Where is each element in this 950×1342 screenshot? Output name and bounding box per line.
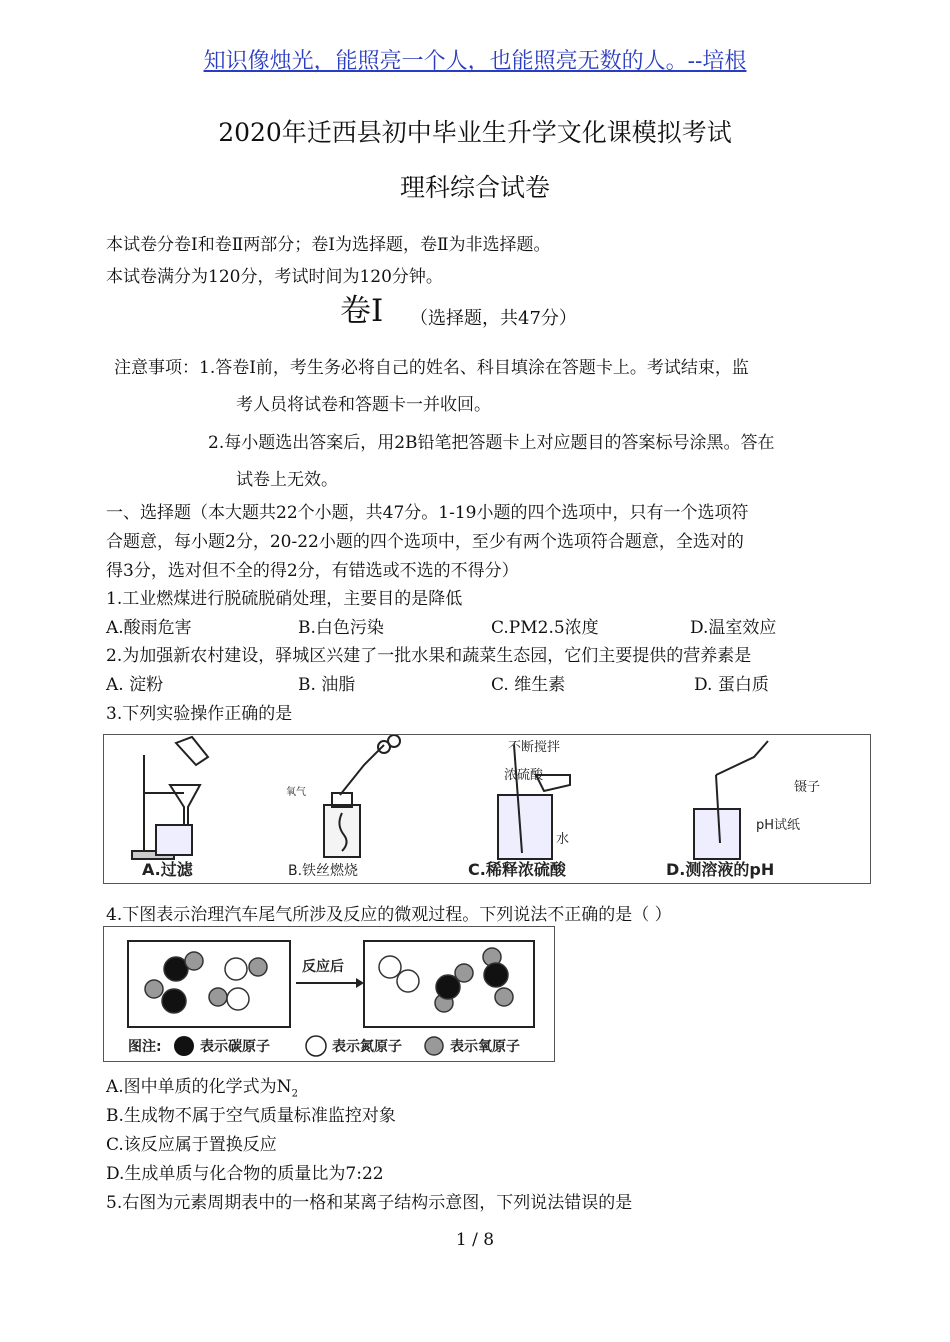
atom-oxygen [495, 988, 513, 1006]
section-subtitle: （选择题，共47分） [410, 308, 577, 329]
exam-subtitle: 理科综合试卷 [399, 173, 550, 202]
q4-option-b: B.生成物不属于空气质量标准监控对象 [106, 1106, 396, 1126]
legend-carbon-icon [174, 1036, 194, 1056]
q3-figure [103, 734, 871, 884]
q3-figure-drawing [104, 735, 870, 883]
fig-b-label: B.铁丝燃烧 [288, 863, 359, 879]
part1-instructions-2: 合题意，每小题2分，20-22小题的四个选项中，至少有两个选项符合题意，全选对的 [106, 532, 744, 552]
tongs-ring-2 [388, 735, 400, 747]
atom-nitrogen [379, 956, 401, 978]
atom-oxygen [185, 952, 203, 970]
notes-line-4: 试卷上无效。 [236, 470, 338, 490]
q4-option-a [106, 1072, 298, 1099]
q4-option-a-text: A.图中单质的化学式为N [106, 1077, 292, 1097]
legend-nitrogen-label: 表示氮原子 [332, 1039, 402, 1055]
q2-option-b: B. 油脂 [298, 675, 356, 695]
q1-option-c: C.PM2.5浓度 [491, 618, 599, 638]
part1-instructions-3: 得3分，选对但不全的得2分，有错选或不选的不得分） [106, 561, 519, 581]
atom-oxygen [145, 980, 163, 998]
fig-ph-paper-label: pH试纸 [756, 818, 801, 833]
funnel [170, 785, 200, 827]
q4-option-c: C.该反应属于置换反应 [106, 1135, 277, 1155]
q2-option-d: D. 蛋白质 [694, 675, 769, 695]
section-title: 卷Ⅰ [340, 293, 384, 329]
atom-oxygen [455, 964, 473, 982]
intro-line-2: 本试卷满分为120分，考试时间为120分钟。 [106, 267, 443, 287]
legend-oxygen-icon [425, 1037, 443, 1055]
fig-d-label: D.测溶液的pH [666, 860, 775, 879]
legend-nitrogen-icon [306, 1036, 326, 1056]
atom-oxygen [209, 988, 227, 1006]
legend-title: 图注: [128, 1039, 162, 1055]
q2-option-c: C. 维生素 [491, 675, 566, 695]
q5-stem: 5.右图为元素周期表中的一格和某离子结构示意图，下列说法错误的是 [106, 1193, 633, 1213]
q4-figure [103, 926, 555, 1062]
q1-option-b: B.白色污染 [298, 618, 384, 638]
notes-line-2: 考人员将试卷和答题卡一并收回。 [236, 395, 491, 415]
q1-stem: 1.工业燃煤进行脱硫脱硝处理，主要目的是降低 [106, 589, 463, 609]
beaker-c [498, 795, 552, 859]
atom-nitrogen [225, 958, 247, 980]
fig-oxygen-label: 氧气 [286, 787, 306, 798]
notes-line-1: 注意事项：1.答卷Ⅰ前，考生务必将自己的姓名、科目填涂在答题卡上。考试结束，监 [114, 358, 749, 378]
notes-line-3: 2.每小题选出答案后，用2B铅笔把答题卡上对应题目的答案标号涂黑。答在 [208, 433, 775, 453]
pour-beaker [176, 737, 208, 765]
hand-tweezers [716, 741, 768, 775]
q3-stem: 3.下列实验操作正确的是 [106, 704, 293, 724]
fig-c-label: C.稀释浓硫酸 [468, 860, 566, 879]
reaction-arrowhead [356, 978, 364, 988]
intro-line-1: 本试卷分卷Ⅰ和卷Ⅱ两部分；卷Ⅰ为选择题，卷Ⅱ为非选择题。 [106, 235, 551, 255]
fig-acid-label: 浓硫酸 [504, 768, 544, 783]
exam-title: 2020年迁西县初中毕业生升学文化课模拟考试 [218, 118, 732, 147]
tongs [340, 745, 384, 795]
atom-nitrogen [227, 988, 249, 1010]
atom-carbon [162, 989, 186, 1013]
q4-option-d: D.生成单质与化合物的质量比为7:22 [106, 1164, 384, 1184]
fig-water-label: 水 [556, 832, 570, 847]
fig-stir-label: 不断搅拌 [508, 740, 561, 755]
q2-stem: 2.为加强新农村建设，驿城区兴建了一批水果和蔬菜生态园，它们主要提供的营养素是 [106, 646, 752, 666]
header-motto: 知识像烛光，能照亮一个人，也能照亮无数的人。--培根 [203, 49, 747, 74]
legend-carbon-label: 表示碳原子 [200, 1039, 270, 1055]
atom-oxygen [249, 958, 267, 976]
q1-option-d: D.温室效应 [690, 618, 777, 638]
legend-oxygen-label: 表示氧原子 [450, 1039, 520, 1055]
q1-option-a: A.酸雨危害 [106, 618, 192, 638]
fig-a-label: A.过滤 [142, 860, 193, 879]
atom-nitrogen [397, 970, 419, 992]
atom-carbon [484, 963, 508, 987]
part1-instructions-1: 一、选择题（本大题共22个小题，共47分。1-19小题的四个选项中，只有一个选项符 [106, 503, 749, 523]
beaker-a [156, 825, 192, 855]
fig-tweezers-label: 镊子 [794, 780, 821, 795]
fig-arrow-label: 反应后 [302, 959, 344, 975]
q2-option-a: A. 淀粉 [106, 675, 164, 695]
q4-stem: 4.下图表示治理汽车尾气所涉及反应的微观过程。下列说法不正确的是（ ） [106, 905, 672, 925]
q4-option-a-subscript: 2 [291, 1088, 298, 1100]
beaker-d [694, 809, 740, 859]
q4-figure-drawing [104, 927, 554, 1061]
page-number: 1 / 8 [455, 1230, 495, 1250]
